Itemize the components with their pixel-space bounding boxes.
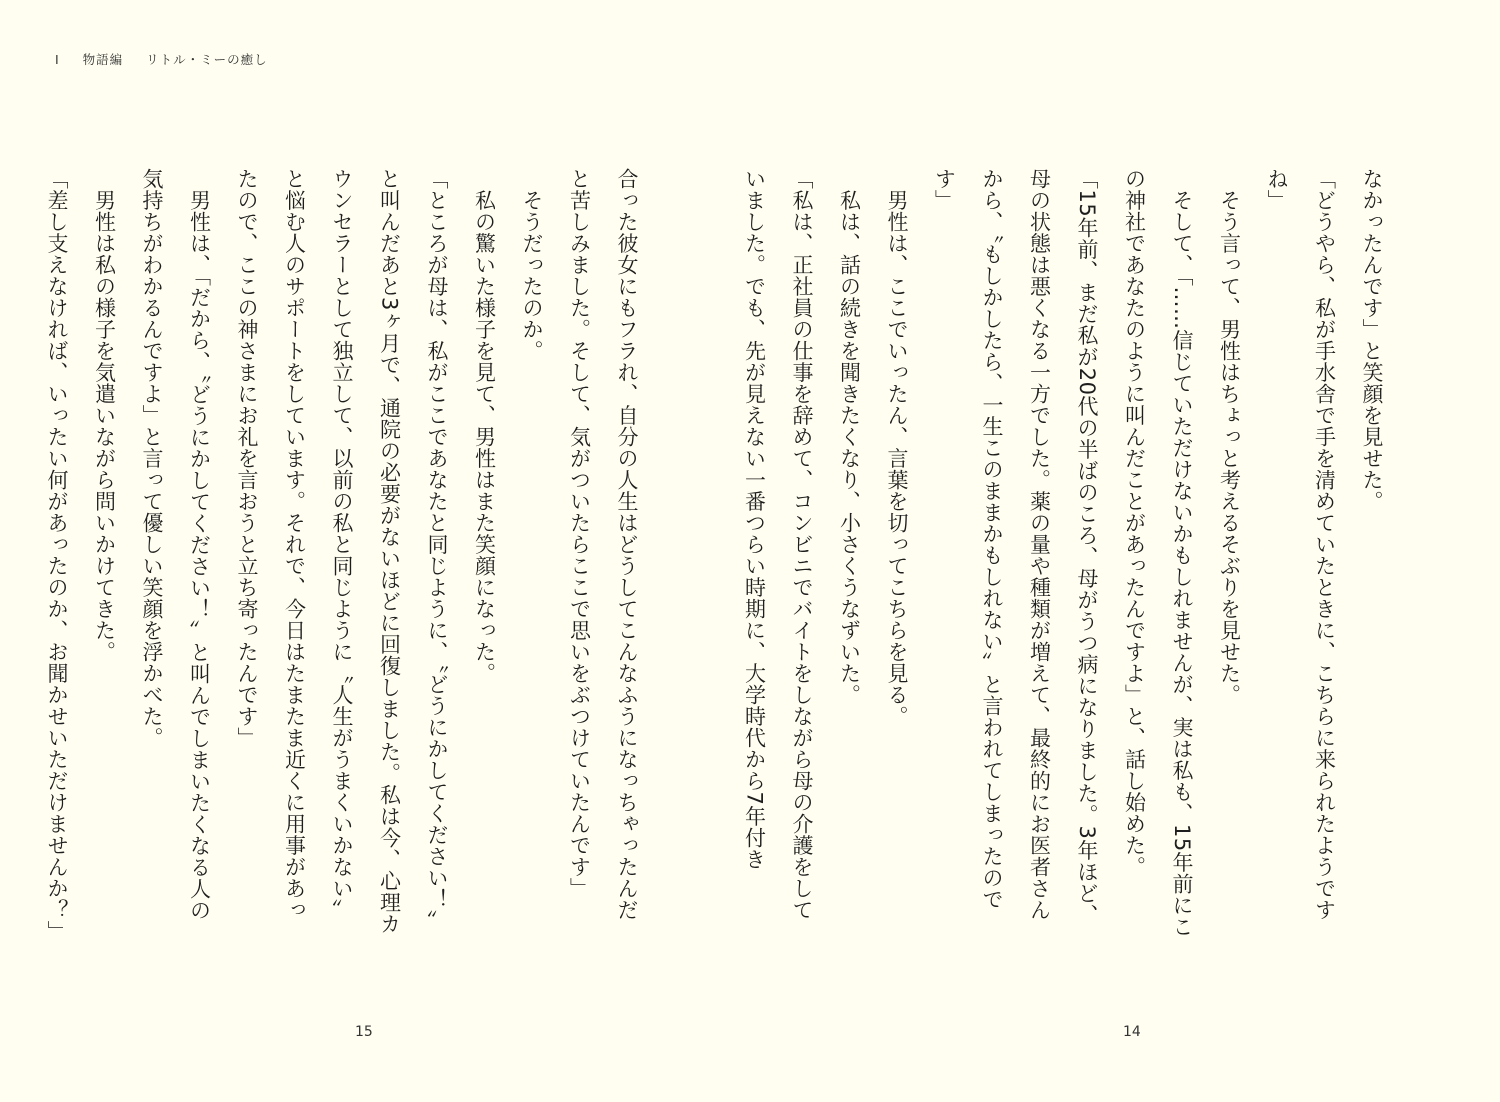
paragraph: 合った彼女にもフラれ、自分の人生はどうしてこんなふうになっちゃったんだと苦しみました。そして、気がついたらここで思いをぶつけていたんです」 — [567, 168, 639, 921]
part-title: 物語編 — [82, 52, 124, 67]
paragraph: そう言って、男性はちょっと考えるそぶりを見せた。 — [1217, 168, 1242, 706]
paragraph: なかったんです」と笑顔を見せた。 — [1360, 168, 1384, 512]
paragraph: 「ところが母は、私がここであなたと同じように、〝どうにかしてください！〟と叫んだあと3ヶ月で、通院の必要がないほどに回復しました。私は今、心理カウンセラーとして独立して、以前の私と同じように〝人生がうまくいかない〟と悩む人のサポートをしています。それで、今日はたまたま近くに用事があったので、ここの神さまにお礼を言おうと立ち寄ったんです」 — [235, 168, 449, 935]
paragraph: 「どうやら、私が手水舎で手を清めていたときに、こちらに来られたようですね」 — [1265, 168, 1337, 921]
page-number-left: 15 — [355, 1024, 373, 1040]
paragraph: 「差し支えなければ、いったい何があったのか、お聞かせいただけませんか？」 — [45, 168, 69, 942]
paragraph: 「15年前、まだ私が20代の半ばのころ、母がうつ病になりました。3年ほど、母の状態は悪くなる一方でした。薬の量や種類が増えて、最終的にお医者さんから、〝もしかしたら、一生このままかもしれない〟と言われてしまったのです」 — [932, 168, 1099, 926]
chapter-numeral: Ⅰ — [55, 52, 60, 67]
running-header — [55, 50, 286, 68]
section-title: リトル・ミーの癒し — [146, 52, 268, 67]
paragraph: 男性は、「だから、〝どうにかしてください！〟と叫んでしまいたくなる人の気持ちがわかるんですよ」と言って優しい笑顔を浮かべた。 — [140, 168, 212, 921]
paragraph: そうだったのか。 — [520, 168, 544, 362]
paragraph: 男性は私の様子を気遣いながら問いかけてきた。 — [92, 168, 117, 663]
paragraph: 私は、話の続きを聞きたくなり、小さくうなずいた。 — [837, 168, 862, 706]
right-page-text — [742, 168, 1395, 938]
page-number-right: 14 — [1123, 1024, 1141, 1040]
left-page-text — [45, 168, 650, 942]
paragraph: 私の驚いた様子を見て、男性はまた笑顔になった。 — [472, 168, 497, 684]
paragraph: 男性は、ここでいったん、言葉を切ってこちらを見る。 — [885, 168, 909, 727]
paragraph: そして、「……信じていただけないかもしれませんが、実は私も、15年前にこの神社であなたのように叫んだことがあったんですよ」と、話し始めた。 — [1122, 168, 1194, 938]
paragraph: 「私は、正社員の仕事を辞めて、コンビニでバイトをしながら母の介護をしていました。でも、先が見えない一番つらい時期に、大学時代から7年付き — [742, 168, 814, 921]
